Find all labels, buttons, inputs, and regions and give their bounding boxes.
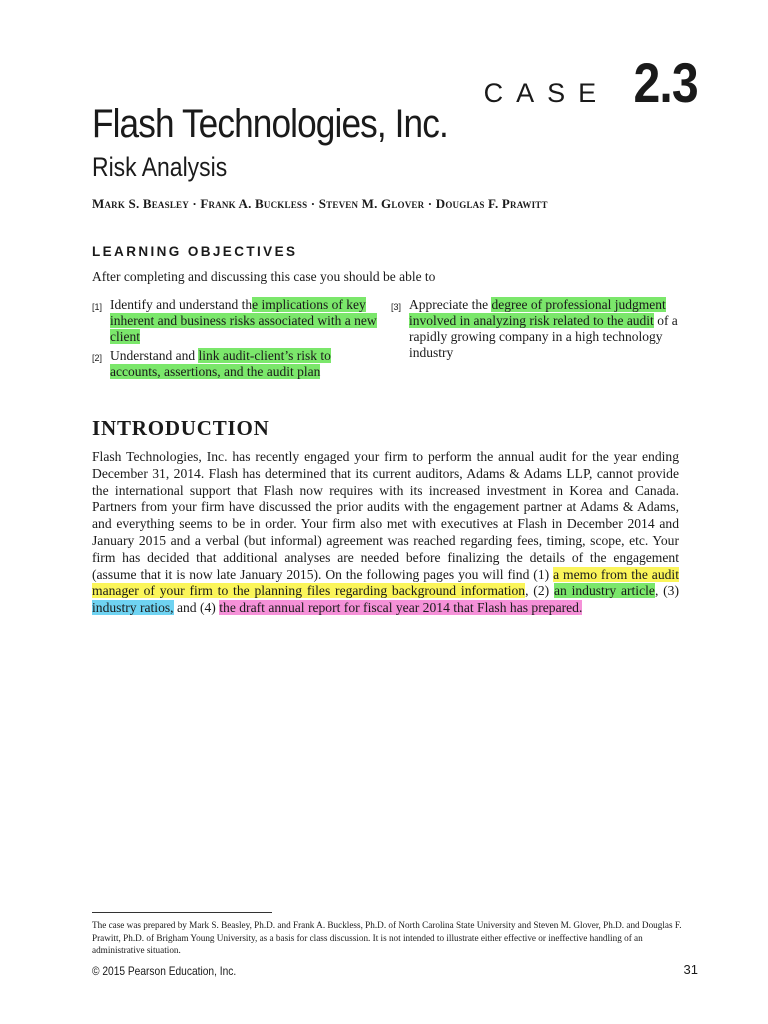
objective-item — [92, 348, 382, 380]
introduction-text-run: Flash Technologies, Inc. has recently engaged your firm to perform the annual audit for the year ending December 31, 2014. Flash has determined that its current auditors, Adams & Adams LLP, cannot provide the international support that Flash now requires with its increased investment in Korea and Canada. Partners from your firm have discussed the prior audits with the engagement partner at Adams & Adams, and everything seems to be in order. Your firm also met with executives at Flash in December 2014 and January 2015 and a verbal (but informal) agreement was reached regarding fees, timing, scope, etc. Your firm has decided that additional analyses are needed before finalizing the details of the engagement (assume that it is now late January 2015). On the following pages you will find (1) — [92, 449, 679, 582]
highlight-green: an industry article — [553, 583, 655, 599]
highlight-green: degree of professional judgment involved in analyzing risk related to the audit — [409, 297, 666, 328]
objective-number: [3] — [391, 302, 402, 312]
introduction-heading: INTRODUCTION — [92, 416, 270, 440]
highlight-green: e implications of key inherent and business risks associated with a new client — [110, 297, 377, 344]
objectives-left-column — [92, 297, 382, 383]
objective-text-run: Understand and — [110, 348, 199, 363]
case-word: CASE — [483, 78, 610, 108]
highlight-yellow: a memo from the audit manager of your firm to the planning files regarding background information — [92, 566, 679, 599]
copyright-notice: © 2015 Pearson Education, Inc. — [92, 964, 237, 978]
authors-line: Mark S. Beasley · Frank A. Buckless · Steven M. Glover · Douglas F. Prawitt — [92, 196, 548, 211]
footnote-divider — [92, 912, 272, 913]
case-title: Flash Technologies, Inc. — [92, 102, 448, 146]
objective-number: [1] — [92, 302, 103, 312]
highlight-pink: the draft annual report for fiscal year 2014 that Flash has prepared. — [219, 600, 583, 616]
objective-item — [391, 297, 681, 361]
objective-text — [110, 348, 382, 380]
objectives-right-column — [391, 297, 681, 364]
case-label — [484, 50, 698, 115]
learning-objectives-intro: After completing and discussing this case you should be able to — [92, 269, 436, 284]
objective-text — [110, 297, 382, 345]
objective-text-run: Identify and understand th — [110, 297, 253, 312]
highlight-green: link audit-client’s risk to accounts, assertions, and the audit plan — [110, 348, 331, 379]
introduction-text-run: , (2) — [525, 583, 554, 599]
case-subtitle: Risk Analysis — [92, 152, 228, 182]
introduction-paragraph — [92, 449, 679, 617]
case-number: 2.3 — [633, 51, 698, 114]
objective-text — [409, 297, 681, 361]
introduction-text-run: and (4) — [173, 600, 220, 616]
footnote: The case was prepared by Mark S. Beasley, Ph.D. and Frank A. Buckless, Ph.D. of North Carolina State University and Steven M. Glover, Ph.D. and Douglas F. Prawitt, Ph.D. of Brigham Young University, as a basis for class discussion. It is not intended to illustrate either effective or ineffective handling of an administrative situation. — [92, 920, 682, 955]
objective-number: [2] — [92, 353, 103, 363]
objective-text-run: of a rapidly growing company in a high technology industry — [409, 313, 678, 360]
learning-objectives-heading: LEARNING OBJECTIVES — [92, 244, 298, 259]
objective-text-run: Appreciate the — [409, 297, 492, 312]
highlight-blue: industry ratios, — [92, 600, 174, 616]
page-number: 31 — [683, 962, 698, 977]
objective-item — [92, 297, 382, 345]
introduction-text-run: , (3) — [654, 583, 679, 599]
